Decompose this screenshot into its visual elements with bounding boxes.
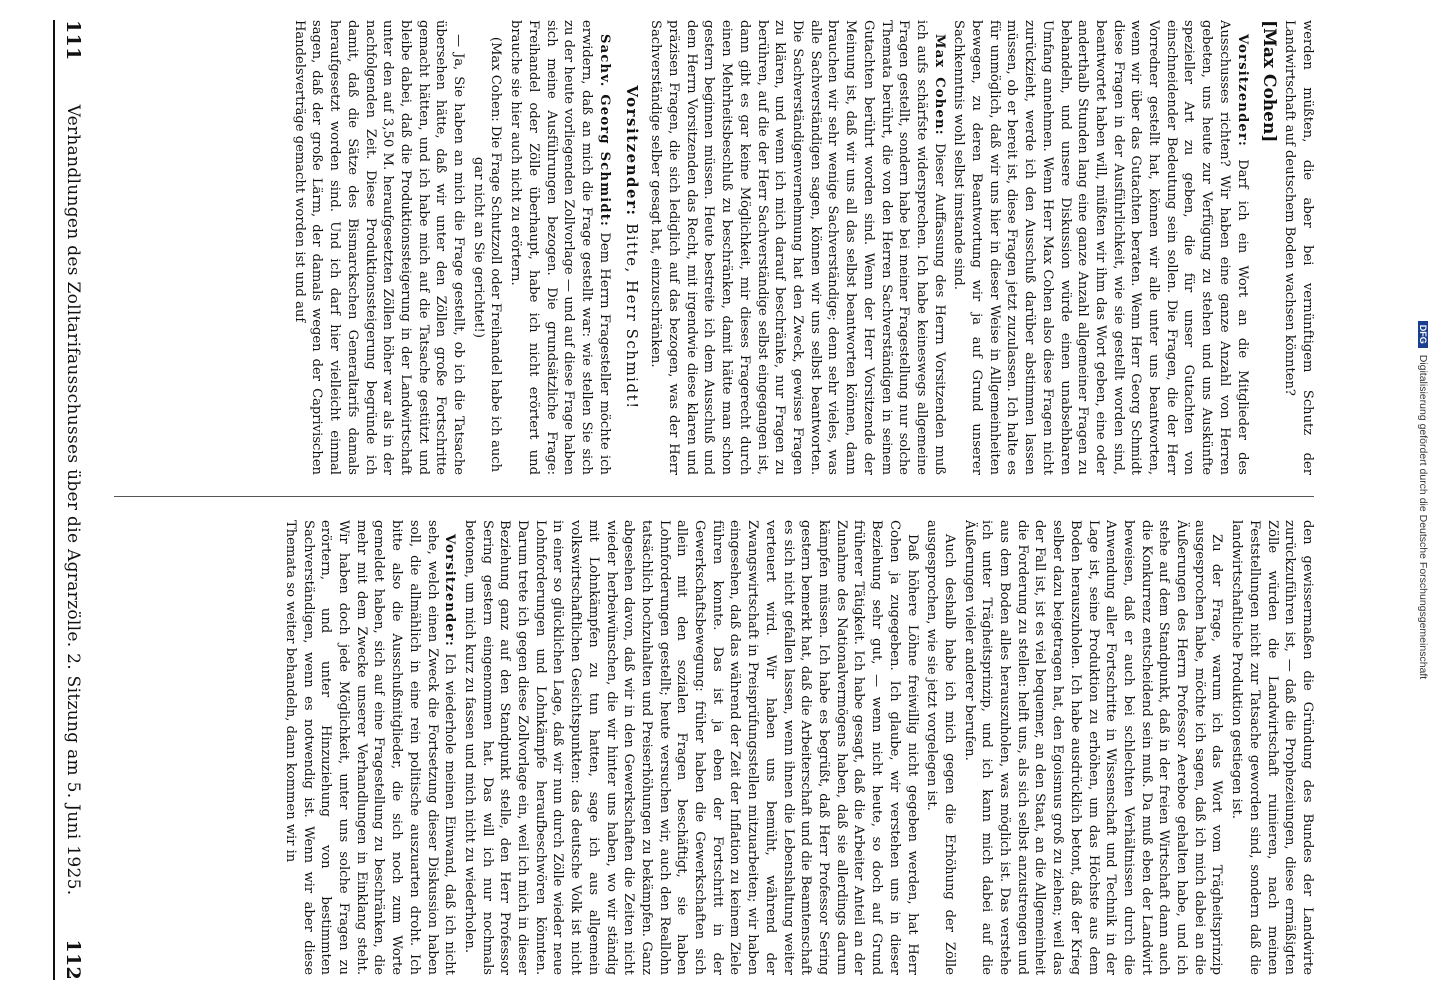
paragraph (647, 20, 948, 475)
paragraph: Auch deshalb habe ich mich gegen die Erhöhung der Zölle ausgesprochen, wie sie jetzt vorgelegen ist. (924, 520, 957, 975)
footer (1415, 0, 1429, 1000)
right-column (106, 520, 1316, 975)
column-divider (114, 496, 1314, 497)
interjection: (Max Cohen: Die Frage Schutzzoll oder Freihandel habe ich auch gar nicht an Sie gerichtet!) (470, 36, 504, 473)
page-number-right: 112 (62, 939, 84, 980)
paragraph-text: Darf ich ein Wort an die Mitglieder des Ausschusses richten? Wir haben eine ganze Anzahl von Herren gebeten, uns heute zur Verfügung zu stehen und uns Auskünfte spezieller Art zu geben, die für unser Gutachten von einschneidender Bedeutung sein sollen. Die Fragen, die der Herr Vorredner gestellt hat, können wir alle unter uns beantworten, wenn wir über das Gutachten beraten. Wenn Herr Georg Schmidt diese Fragen in der Ausführlichkeit, wie sie gestellt worden sind, beantwortet haben will, müßten wir ihm das Wort geben, eine oder anderthalb Stunden lang eine ganze Anzahl allgemeiner Fragen zu behandeln, und unsere Diskussion würde einen unabsehbaren Umfang annehmen. Wenn Herr Max Cohen also diese Fragen nicht zurückzieht, werde ich den Ausschuß darüber abstimmen lassen müssen, ob er bereit ist, diese Fragen jetzt zuzulassen. Ich halte es für unmöglich, daß wir uns hier in dieser Weise in Allgemeinheiten bewegen, zu deren Beantwortung wir ja auf Grund unserer Sachkenntnis wohl selbst imstande sind. (951, 20, 1250, 475)
paragraph: — Ja, Sie haben an mich die Frage gestellt, ob ich die Tatsache übersehen hätte, daß wir unter den Zöllen große Fortschritte gemacht hätten, und ich habe mich auf die Tatsache gestützt und bleibe dabei, daß die Produktionssteigerung in der Landwirtschaft unter den auf 3,50 M. heraufgesetzten Zöllen höher war als in der nachfolgenden Zeit. Diese Produktionssteigerung begründe ich damit, daß die Sätze des Bismarckschen Generaltarifs damals heraufgesetzt worden sind. Und ich darf hier vielleicht einmal sagen, daß der große Lärm, der damals wegen der Caprivischen Handelsverträge gemacht worden ist und auf (291, 20, 467, 475)
dfg-logo: DFG (1418, 321, 1428, 348)
running-header (53, 20, 91, 980)
page-number-left: 111 (62, 20, 84, 61)
footer-text: Digitalisierung gefördert durch die Deutsche Forschungsgemeinschaft (1417, 354, 1429, 680)
running-title: Verhandlungen des Zolltarifausschusses über die Agrarzölle. 2. Sitzung am 5. Juni 1925. (63, 104, 83, 896)
paragraph (281, 520, 458, 975)
speaker-heading: [Max Cohen] (1258, 20, 1279, 143)
paragraph: werden müßten, die aber bei vernünftigem Schutz der Landwirtschaft auf deutschem Boden wachsen könnten? (1282, 20, 1315, 475)
speaker-label: Sachv. Georg Schmidt: (596, 34, 612, 228)
speaker-label: Vorsitzender: (1234, 34, 1250, 148)
paragraph (950, 20, 1251, 475)
speaker-label: Vorsitzender: (442, 534, 458, 648)
paragraph: den gewissermaßen die Gründung des Bundes der Landwirte zurückzuführen ist, — daß die Prophezeiungen, diese ermäßigten Zölle würden die Landwirtschaft ruinieren, nach meinen Feststellungen nicht zur Tatsache geworden sind, sondern daß die landwirtschaftliche Produktion gestiegen ist. (1229, 520, 1315, 975)
paragraph-text: Ich wiederhole meinen Einwand, daß ich nicht sehe, welch einen Zweck die Fortsetzung dieser Diskussion haben soll, die allmählich in eine rein politische auszuarten droht. Ich bitte also die Ausschußmitglieder, die sich noch zum Worte gemeldet haben, sich auf eine Fragestellung zu beschränken, die mehr mit dem Zwecke unserer Verhandlungen in Einklang steht. Wir haben doch jede Möglichkeit, unter uns solche Fragen zu erörtern, und unter Hinzuziehung von bestimmten Sachverständigen, wenn es notwendig ist. Wenn wir aber diese Themata so weiter behandeln, dann kommen wir in (282, 520, 458, 975)
section-heading (623, 20, 641, 475)
paragraph-text: Bitte, Herr Schmidt! (622, 223, 641, 410)
paragraph-text: Dieser Auffassung des Herrn Vorsitzenden muß ich aufs schärfste widersprechen. Ich habe keineswegs allgemeine Fragen gestellt, sondern habe bei meiner Fragestellung nur solche Themata berührt, die von den Herren Sachverständigen in seinem Gutachten berührt worden sind. Wenn der Herr Vorsitzende der Meinung ist, daß wir uns all das selbst beantworten können, dann brauchen wir sehr wenige Sachverständige; denn sehr vieles, was alle Sachverständigen sagen, können wir uns selbst beantworten. Die Sachverständigenvernehmung hat den Zweck, gewisse Fragen zu klären, und wenn ich mich darauf beschränke, nur Fragen zu berühren, auf die der Herr Sachverständige selbst eingegangen ist, dann gibt es gar keine Möglichkeit, mir dieses Fragerecht durch einen Mehrheitsbeschluß zu beschränken, damit hätte man schon gestern beginnen müssen. Heute bestreite ich dem Ausschuß und dem Herrn Vorsitzenden das Recht, mit irgendwie diese klaren und präzisen Fragen, die sich lediglich auf das bezogen, was der Herr Sachverständige selber gesagt hat, einzuschränken. (648, 20, 947, 475)
speaker-label: Vorsitzender: (622, 85, 641, 217)
paragraph (506, 20, 612, 475)
left-column (106, 20, 1316, 475)
paragraph: Daß höhere Löhne freiwillig nicht gegeben werden, hat Herr Cohen ja zugegeben. Ich glaube, wir verstehen uns in dieser Beziehung sehr gut, — wenn nicht heute, so doch auf Grund früherer Tätigkeit. Ich habe gesagt, daß die Arbeiter Anteil an der Zunahme des Nationalvermögens haben, daß sie allerdings darum kämpfen müssen. Ich habe es begrüßt, daß Herr Professor Sering gestern bemerkt hat, daß die Arbeiterschaft und die Beamtenschaft es sich nicht gefallen lassen, wenn ihnen die Lebenshaltung weiter verteuert wird. Wir haben uns bemüht, während der Zwangswirtschaft in Preisprüfungsstellen mitzuarbeiten; wir haben eingesehen, daß das während der Zeit der Inflation zu keinem Ziele führen konnte. Das ist ja eben der Fortschritt in der Gewerkschaftsbewegung: früher haben die Gewerkschaften sich allein mit den sozialen Fragen beschäftigt, sie haben Lohnforderungen gestellt; heute versuchen wir, auch den Reallohn tatsächlich hochzuhalten und Preiserhöhungen zu bekämpfen. Ganz abgesehen davon, daß wir in den Gewerkschaften die Zeiten nicht wieder herbeiwünschen, die wir hinter uns haben, wo wir ständig mit Lohnkämpfen zu tun hatten, sage ich aus allgemein volkswirtschaftlichen Gesichtspunkten: das deutsche Volk ist nicht in einer so glücklichen Lage, daß wir nun durch Zölle wieder neue Lohnforderungen und Lohnkämpfe heraufbeschwören könnten. Darum trete ich gegen diese Zollvorlage ein, weil ich mich in dieser Beziehung ganz auf den Standpunkt stelle, den Herr Professor Sering gestern eingenommen hat. Das will ich nur nochmals betonen, um mich kurz zu fassen und mich nicht zu wiederholen. (461, 520, 920, 975)
speaker-label: Max Cohen: (931, 34, 947, 136)
paragraph-text: Dem Herrn Fragesteller möchte ich erwidern, daß an mich die Frage gestellt war: wie stellen Sie sich zu der heute vorliegenden Zollvorlage — und auf diese Frage haben sich meine Ausführungen bezogen. Die grundsätzliche Frage: Freihandel oder Zölle überhaupt, habe ich nicht erörtert und brauche sie hier auch nicht zu erörtern. (508, 20, 612, 475)
paragraph: Zu der Frage, warum ich das Wort vom Trägheitsprinzip ausgesprochen habe, möchte ich sagen, daß ich mich dabei an die Äußerungen des Herrn Professor Aereboe gehalten habe, und ich stehe auf dem Standpunkt, daß in der freien Wirtschaft dann auch die Konkurrenz entscheidend sein muß. Da muß eben der Landwirt beweisen, daß er auch bei schlechten Verhältnissen durch die Anwendung aller Fortschritte in Wissenschaft und Technik in der Lage ist, seine Produktion zu erhöhen, um das Höchste aus dem Boden herauszuholen. Ich habe ausdrücklich betont, daß der Krieg selber dazu beigetragen hat, den Egoismus groß zu ziehen; weil das der Fall ist, ist es viel bequemer, an den Staat, an die Allgemeinheit die Forderung zu stellen: helft uns, als sich selbst anzustrengen und aus dem Boden alles herauszuholen, was möglich ist. Das verstehe ich unter Trägheitsprinzip, und ich kann mich dabei auf die Äußerungen vieler anderer berufen. (961, 520, 1225, 975)
